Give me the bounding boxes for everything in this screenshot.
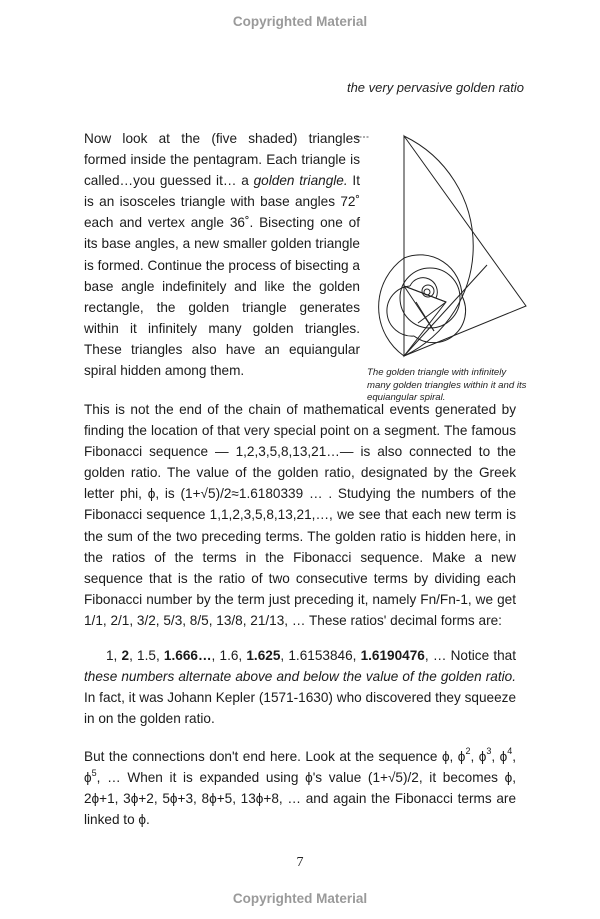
spiral-center-loop-small bbox=[424, 289, 430, 295]
paragraph-golden-triangle: Now look at the (five shaded) triangles formed inside the pentagram. Each triangle is called…you guessed it… a golden triangle. It is an isosceles triangle with base angles 72˚ each and vertex angle 36˚. Bisecting one of its base angles, a new smaller golden triangle is formed. Continue the process of bisecting a base angle indefinitely and like the golden rectangle, the golden triangle generates within it infinitely many golden triangles. These triangles also have an equiangular spiral hidden among them. bbox=[84, 131, 360, 379]
running-head: the very pervasive golden ratio bbox=[346, 80, 524, 95]
golden-triangle-outline bbox=[404, 136, 526, 356]
copyright-watermark-bottom: Copyrighted Material bbox=[232, 891, 368, 906]
paragraph-phi-powers: But the connections don't end here. Look at the sequence ϕ, $\phi^2$, $\phi^3$, $\phi^4$, $\phi^5$, … When it is expanded using ϕ's value (1+√5)/2, it becomes ϕ, 2ϕ+1, 3ϕ+2, 5ϕ+3, 8ϕ+5, 13ϕ+8, … and again the Fibonacci terms are linked to ϕ. bbox=[84, 746, 517, 828]
spiral-arc-4 bbox=[414, 296, 466, 343]
bisector-1 bbox=[404, 265, 487, 356]
paragraph-decimal-ratios: 1, 2, 1.5, 1.666…, 1.6, 1.625, 1.6153846, 1.6190476, … Notice that these numbers alternate above and below the value of the golden ratio. In fact, it was Johann Kepler (1571-1630) who discovered they squeeze in on the golden ratio. bbox=[84, 648, 516, 727]
paragraph-fibonacci: This is not the end of the chain of mathematical events generated by finding the location of that very special point on a segment. The famous Fibonacci sequence — 1,2,3,5,8,13,21…— is also connected to the golden ratio. The value of the golden ratio, designated by the Greek letter phi, ϕ, is (1+√5)/2≈1.6180339 … . Studying the numbers of the Fibonacci sequence 1,1,2,3,5,8,13,21,…, we see that each new term is the sum of the two preceding terms. The golden ratio is hidden here, in the ratios of the terms in the Fibonacci sequence. Make a new sequence that is the ratio of two consecutive terms by dividing each Fibonacci number by the term just preceding it, namely Fn/Fn-1, we get 1/1, 2/1, 3/2, 5/3, 8/5, 13/8, 21/13, … These ratios' decimal forms are: bbox=[84, 402, 516, 628]
alternate-emphasis: these numbers alternate above and below the value of the golden ratio. bbox=[84, 669, 516, 685]
page-number: 7 bbox=[296, 855, 304, 870]
spiral-arc-2 bbox=[379, 258, 404, 356]
figure-caption: The golden triangle with infinitely many golden triangles within it and its equiangular spiral. bbox=[367, 367, 527, 403]
golden-triangle-figure bbox=[356, 126, 528, 366]
copyright-watermark-top: Copyrighted Material bbox=[232, 14, 368, 29]
spiral-circle-mid bbox=[400, 268, 460, 328]
bisector-5 bbox=[416, 302, 434, 331]
golden-triangle-term: golden triangle. bbox=[253, 173, 348, 189]
